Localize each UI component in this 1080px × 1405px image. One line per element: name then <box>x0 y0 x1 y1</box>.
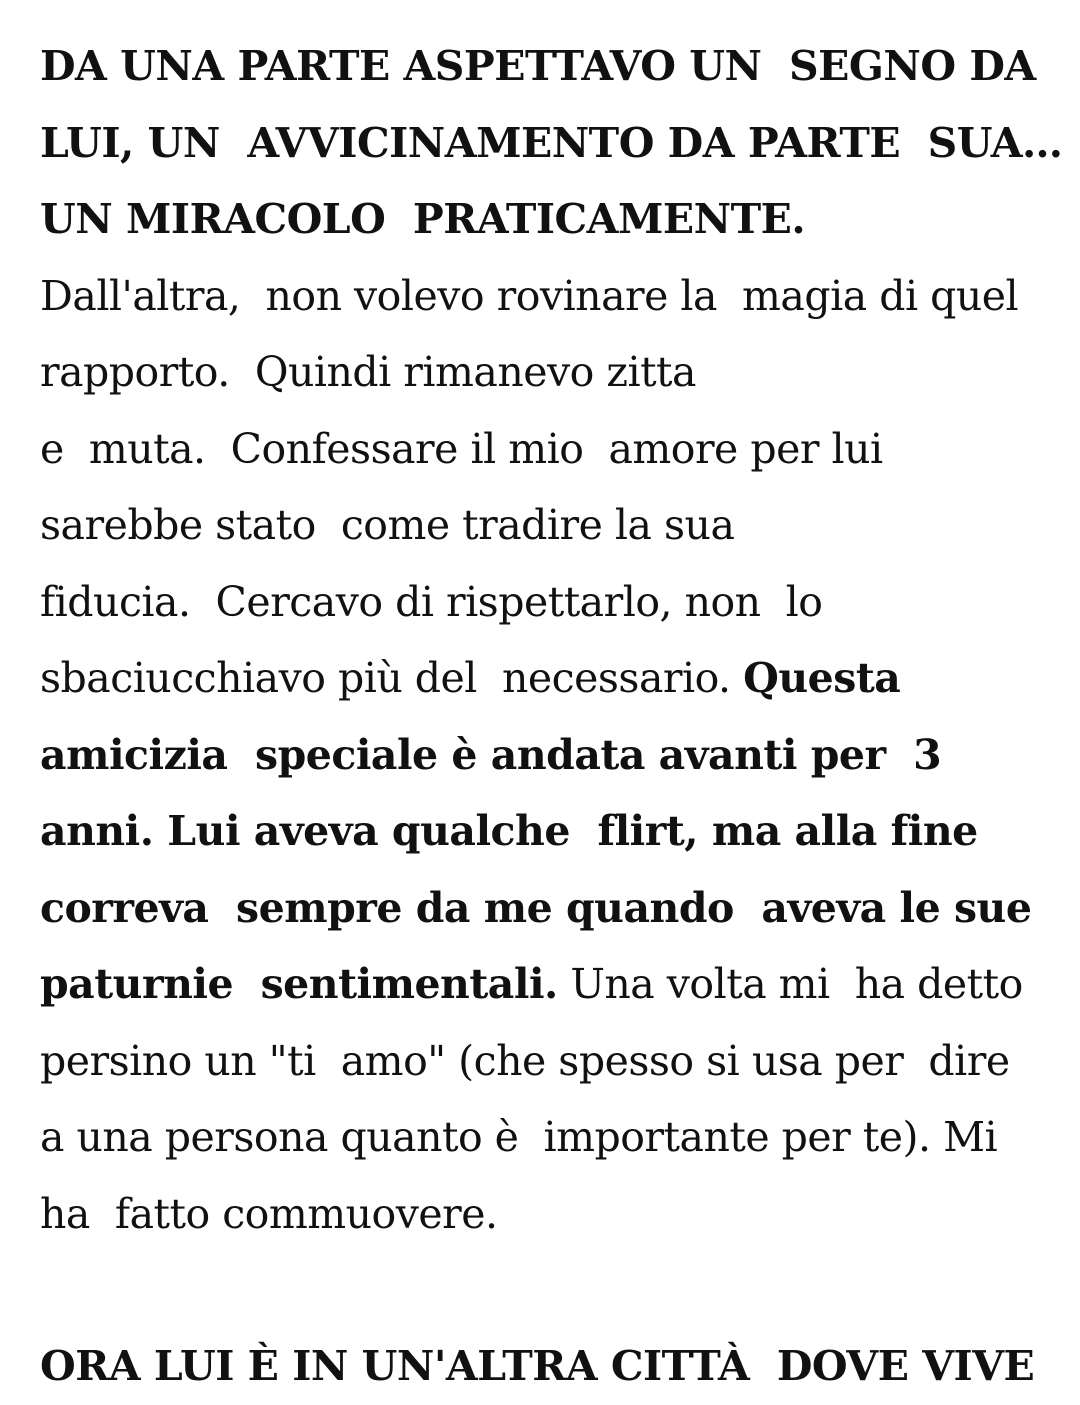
body-text: Una volta mi ha detto <box>557 960 1023 1008</box>
body-text: sbaciucchiavo più del necessario. <box>40 654 744 702</box>
heading-line: UN MIRACOLO PRATICAMENTE. <box>40 195 806 243</box>
heading-line: DA UNA PARTE ASPETTAVO UN SEGNO DA <box>40 42 1036 90</box>
body-line: Dall'altra, non volevo rovinare la magia di quel <box>40 271 1019 320</box>
bold-line: correva sempre da me quando aveva le sue <box>40 883 1032 932</box>
paragraph-gap <box>40 1252 1060 1328</box>
body-line: rapporto. Quindi rimanevo zitta <box>40 348 696 396</box>
body-line: persino un "ti amo" (che spesso si usa per dire <box>40 1036 1010 1085</box>
body-line: a una persona quanto è importante per te). Mi <box>40 1113 998 1161</box>
body-line: sarebbe stato come tradire la sua <box>40 501 735 549</box>
text-page <box>40 28 1063 1405</box>
body-line: ha fatto commuovere. <box>40 1189 498 1238</box>
body-line: fiducia. Cercavo di rispettarlo, non lo <box>40 577 823 626</box>
bold-line: amicizia speciale è andata avanti per 3 <box>40 730 942 779</box>
bold-line: anni. Lui aveva qualche flirt, ma alla fine <box>40 807 978 855</box>
bold-text: paturnie sentimentali. <box>40 960 558 1008</box>
body-line <box>40 640 1060 717</box>
body-line <box>40 946 1060 1023</box>
heading-line: ORA LUI È IN UN'ALTRA CITTÀ DOVE VIVE <box>40 1342 1035 1390</box>
heading-line: LUI, UN AVVICINAMENTO DA PARTE SUA… <box>40 118 1063 167</box>
bold-text: Questa <box>743 654 901 702</box>
body-line: e muta. Confessare il mio amore per lui <box>40 424 883 473</box>
